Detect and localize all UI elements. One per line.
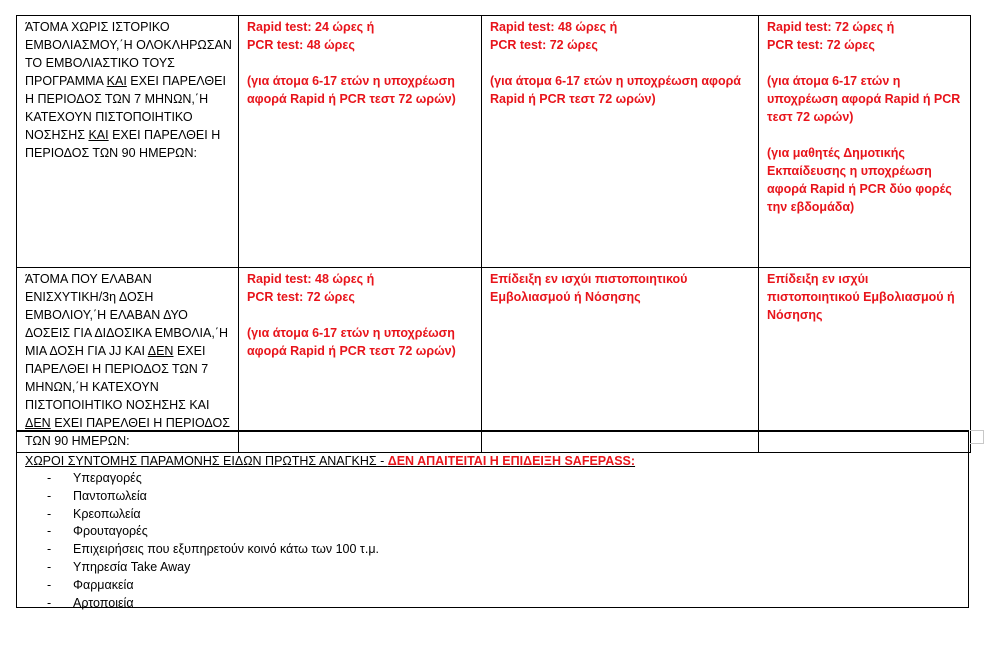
rule-line: Rapid test: 72 ώρες ή [767, 20, 895, 34]
rule-line: PCR test: 72 ώρες [247, 290, 355, 304]
list-item-label: Υπεραγορές [73, 471, 142, 485]
label-emphasis: ΔΕΝ [25, 416, 51, 430]
store-list [47, 470, 379, 612]
list-item [47, 488, 379, 506]
rule-note: (για άτομα 6-17 ετών η υποχρέωση αφορά Rapid ή PCR τεστ 72 ωρών) [247, 74, 456, 106]
rule-line: Rapid test: 24 ώρες ή [247, 20, 375, 34]
label-part: ΕΧΕΙ ΠΑΡΕΛΘΕΙ Η ΠΕΡΙΟΔΟΣ ΤΩΝ 90 ΗΜΕΡΩΝ: [25, 128, 221, 160]
label-emphasis: ΔΕΝ [147, 344, 174, 358]
rule-line: Επίδειξη εν ισχύι πιστοποιητικού Εμβολιασμού ή Νόσησης [490, 272, 688, 304]
rule-cell [482, 16, 759, 268]
list-item-label: Επιχειρήσεις που εξυπηρετούν κοινό κάτω των 100 τ.μ. [73, 542, 379, 557]
bullet-dash: - [47, 488, 52, 503]
rule-cell [759, 268, 971, 453]
table-edge-marker [970, 430, 984, 444]
rule-line: PCR test: 48 ώρες [247, 38, 355, 52]
rule-cell [482, 268, 759, 453]
list-item-label: Φαρμακεία [73, 577, 134, 592]
label-part: ΆΤΟΜΑ ΧΩΡΙΣ ΙΣΤΟΡΙΚΟ ΕΜΒΟΛΙΑΣΜΟΥ,΄Η ΟΛΟΚΛΗΡΩΣΑΝ ΤΟ ΕΜΒΟΛΙΑΣΤΙΚΟ ΤΟΥΣ ΠΡΟΓΡΑΜΜΑ [25, 20, 232, 88]
rule-line: Rapid test: 48 ώρες ή [490, 20, 618, 34]
row-label-text [25, 270, 232, 450]
rule-line: PCR test: 72 ώρες [490, 38, 598, 52]
bullet-dash: - [47, 542, 52, 557]
row-label-cell [17, 268, 239, 453]
list-item [47, 523, 379, 541]
list-item [47, 577, 379, 595]
rule-note: (για άτομα 6-17 ετών η υποχρέωση αφορά Rapid ή PCR τεστ 72 ωρών) [767, 74, 961, 124]
rule-cell [239, 16, 482, 268]
list-item [47, 541, 379, 559]
rule-cell [239, 268, 482, 453]
label-part: ΆΤΟΜΑ ΠΟΥ ΕΛΑΒΑΝ ΕΝΙΣΧΥΤΙΚΗ/3η ΔΟΣΗ ΕΜΒΟΛΙΟΥ,΄Η ΕΛΑΒΑΝ ΔΥΟ ΔΟΣΕΙΣ ΓΙΑ ΔΙΔΟΣΙΚΑ ΕΜΒΟΛΙΑ,΄Η ΜΙΑ ΔΟΣΗ ΓΙΑ JJ ΚΑΙ [25, 272, 229, 358]
label-emphasis: ΚΑΙ [88, 128, 109, 142]
footer-title [25, 452, 635, 470]
bullet-dash: - [47, 524, 52, 539]
rule-line: Επίδειξη εν ισχύι πιστοποιητικού Εμβολιασμού ή Νόσησης [767, 272, 955, 322]
bullet-dash: - [47, 595, 52, 610]
bullet-dash: - [47, 577, 52, 592]
rule-extra-note: (για μαθητές Δημοτικής Εκπαίδευσης η υποχρέωση αφορά Rapid ή PCR δύο φορές την εβδομάδα) [767, 146, 952, 214]
label-emphasis: ΚΑΙ [106, 74, 127, 88]
list-item [47, 506, 379, 524]
table-row [17, 268, 971, 453]
list-item [47, 470, 379, 488]
bullet-dash: - [47, 559, 52, 574]
list-item-label: Κρεοπωλεία [73, 506, 141, 521]
list-item-label: Αρτοποιεία [73, 595, 134, 610]
footer-section [16, 430, 969, 608]
list-item-label: Υπηρεσία Take Away [73, 559, 191, 574]
table-row [17, 16, 971, 268]
rule-note: (για άτομα 6-17 ετών η υποχρέωση αφορά Rapid ή PCR τεστ 72 ωρών) [490, 74, 741, 106]
footer-title-highlight: ΔΕΝ ΑΠΑΙΤΕΙΤΑΙ Η ΕΠΙΔΕΙΞΗ SAFEPASS: [387, 454, 636, 468]
footer-title-text: ΧΩΡΟΙ ΣΥΝΤΟΜΗΣ ΠΑΡΑΜΟΝΗΣ ΕΙΔΩΝ ΠΡΩΤΗΣ ΑΝΑΓΚΗΣ - [25, 454, 388, 468]
requirements-table [16, 15, 971, 453]
label-part: ΕΧΕΙ ΠΑΡΕΛΘΕΙ Η ΠΕΡΙΟΔΟΣ ΤΩΝ 7 ΜΗΝΩΝ,΄Η ΚΑΤΕΧΟΥΝ ΠΙΣΤΟΠΟΙΗΤΙΚΟ ΝΟΣΗΣΗΣ ΚΑΙ [25, 344, 210, 412]
rule-note: (για άτομα 6-17 ετών η υποχρέωση αφορά Rapid ή PCR τεστ 72 ωρών) [247, 326, 456, 358]
label-part: ΕΧΕΙ ΠΑΡΕΛΘΕΙ Η ΠΕΡΙΟΔΟΣ ΤΩΝ 90 ΗΜΕΡΩΝ: [25, 416, 230, 448]
rule-cell [759, 16, 971, 268]
label-part: ΕΧΕΙ ΠΑΡΕΛΘΕΙ Η ΠΕΡΙΟΔΟΣ ΤΩΝ 7 ΜΗΝΩΝ,΄Η ΚΑΤΕΧΟΥΝ ΠΙΣΤΟΠΟΙΗΤΙΚΟ ΝΟΣΗΣΗΣ [25, 74, 226, 142]
bullet-dash: - [47, 471, 52, 485]
list-item-label: Παντοπωλεία [73, 488, 147, 503]
rule-line: Rapid test: 48 ώρες ή [247, 272, 375, 286]
rule-line: PCR test: 72 ώρες [767, 38, 875, 52]
row-label-cell [17, 16, 239, 268]
row-label-text [25, 18, 232, 162]
list-item-label: Φρουταγορές [73, 524, 148, 539]
list-item [47, 595, 379, 613]
list-item [47, 559, 379, 577]
bullet-dash: - [47, 506, 52, 521]
